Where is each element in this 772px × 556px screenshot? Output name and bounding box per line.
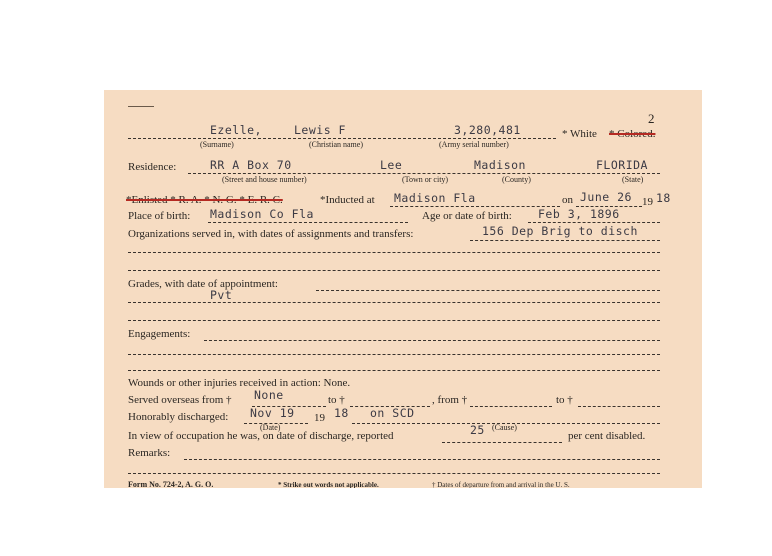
residence-town: Lee: [380, 158, 403, 172]
birth-date-label: Age or date of birth:: [422, 210, 512, 222]
engagements-line-2: [128, 354, 660, 355]
street-caption: (Street and house number): [222, 175, 307, 184]
grades-line-3: [128, 320, 660, 321]
name-line: [128, 138, 556, 139]
engagements-line-1: [204, 340, 660, 341]
wounds-label: Wounds or other injuries received in action: None.: [128, 377, 351, 389]
overseas-value: None: [254, 388, 284, 402]
town-caption: (Town or city): [402, 175, 449, 184]
remarks-line-1: [184, 459, 660, 460]
induction-place-line: [390, 206, 560, 207]
induction-year-prefix: 19: [642, 196, 653, 208]
remarks-label: Remarks:: [128, 447, 171, 459]
organizations-line-1: [470, 240, 660, 241]
service-record-card: [104, 90, 702, 488]
organizations-line-2: [128, 252, 660, 253]
engagements-line-3: [128, 370, 660, 371]
discharge-year-prefix: 19: [314, 412, 325, 424]
overseas-to2-label: to †: [556, 394, 573, 406]
race-white: * White: [562, 128, 597, 140]
form-number: Form No. 724-2, A. G. O.: [128, 480, 214, 488]
date-caption: (Date): [260, 423, 281, 432]
overseas-from-label: , from †: [432, 394, 468, 406]
residence-county: Madison: [474, 158, 526, 172]
birth-place-label: Place of birth:: [128, 210, 191, 222]
christian-caption: (Christian name): [309, 140, 363, 149]
surname-caption: (Surname): [200, 140, 234, 149]
birth-place: Madison Co Fla: [210, 207, 314, 221]
county-caption: (County): [502, 175, 531, 184]
induction-year: 18: [656, 191, 671, 205]
organizations-line-3: [128, 270, 660, 271]
birth-date-line: [528, 222, 660, 223]
overseas-to-label: to †: [328, 394, 345, 406]
engagements-label: Engagements:: [128, 328, 191, 340]
residence-label: Residence:: [128, 161, 177, 173]
disability-line: [442, 442, 562, 443]
inducted-label: *Inducted at: [320, 194, 375, 206]
induction-date: June 26: [580, 190, 632, 204]
serial-caption: (Army serial number): [439, 140, 509, 149]
discharge-label: Honorably discharged:: [128, 411, 229, 423]
christian-name-value: Lewis F: [294, 123, 346, 137]
corner-dash: [128, 106, 154, 107]
residence-line: [188, 173, 660, 174]
cause-caption: (Cause): [492, 423, 517, 432]
serial-number-value: 3,280,481: [454, 123, 521, 137]
grades-line-2: [128, 302, 660, 303]
organizations-label: Organizations served in, with dates of assignments and transfers:: [128, 228, 414, 240]
discharge-year: 18: [334, 406, 349, 420]
residence-street: RR A Box 70: [210, 158, 292, 172]
grades-line-1: [316, 290, 660, 291]
dates-note: † Dates of departure from and arrival in the U. S.: [432, 481, 570, 488]
card-number: 2: [648, 111, 655, 126]
organizations-value: 156 Dep Brig to disch: [482, 224, 638, 238]
enlisted-struck: *Enlisted * R. A. * N. G. * E. R. C.: [126, 194, 283, 206]
overseas-label: Served overseas from †: [128, 394, 232, 406]
remarks-line-2: [128, 473, 660, 474]
race-colored-struck: * Colored.: [609, 128, 656, 140]
strike-out-note: * Strike out words not applicable.: [278, 481, 379, 488]
disability-label: In view of occupation he was, on date of discharge, reported: [128, 430, 394, 442]
disability-value: 25: [470, 423, 485, 437]
birth-date: Feb 3, 1896: [538, 207, 620, 221]
induction-place: Madison Fla: [394, 191, 476, 205]
state-caption: (State): [622, 175, 644, 184]
grades-value: Pvt: [210, 288, 233, 302]
discharge-date: Nov 19: [250, 406, 295, 420]
grades-label: Grades, with date of appointment:: [128, 278, 278, 290]
overseas-to2-line: [578, 406, 660, 407]
birth-place-line: [208, 222, 408, 223]
surname-value: Ezelle,: [210, 123, 262, 137]
residence-state: FLORIDA: [596, 158, 648, 172]
induction-on-label: on: [562, 194, 573, 206]
discharge-cause: on SCD: [370, 406, 415, 420]
overseas-from2-line: [470, 406, 552, 407]
disability-suffix: per cent disabled.: [568, 430, 646, 442]
